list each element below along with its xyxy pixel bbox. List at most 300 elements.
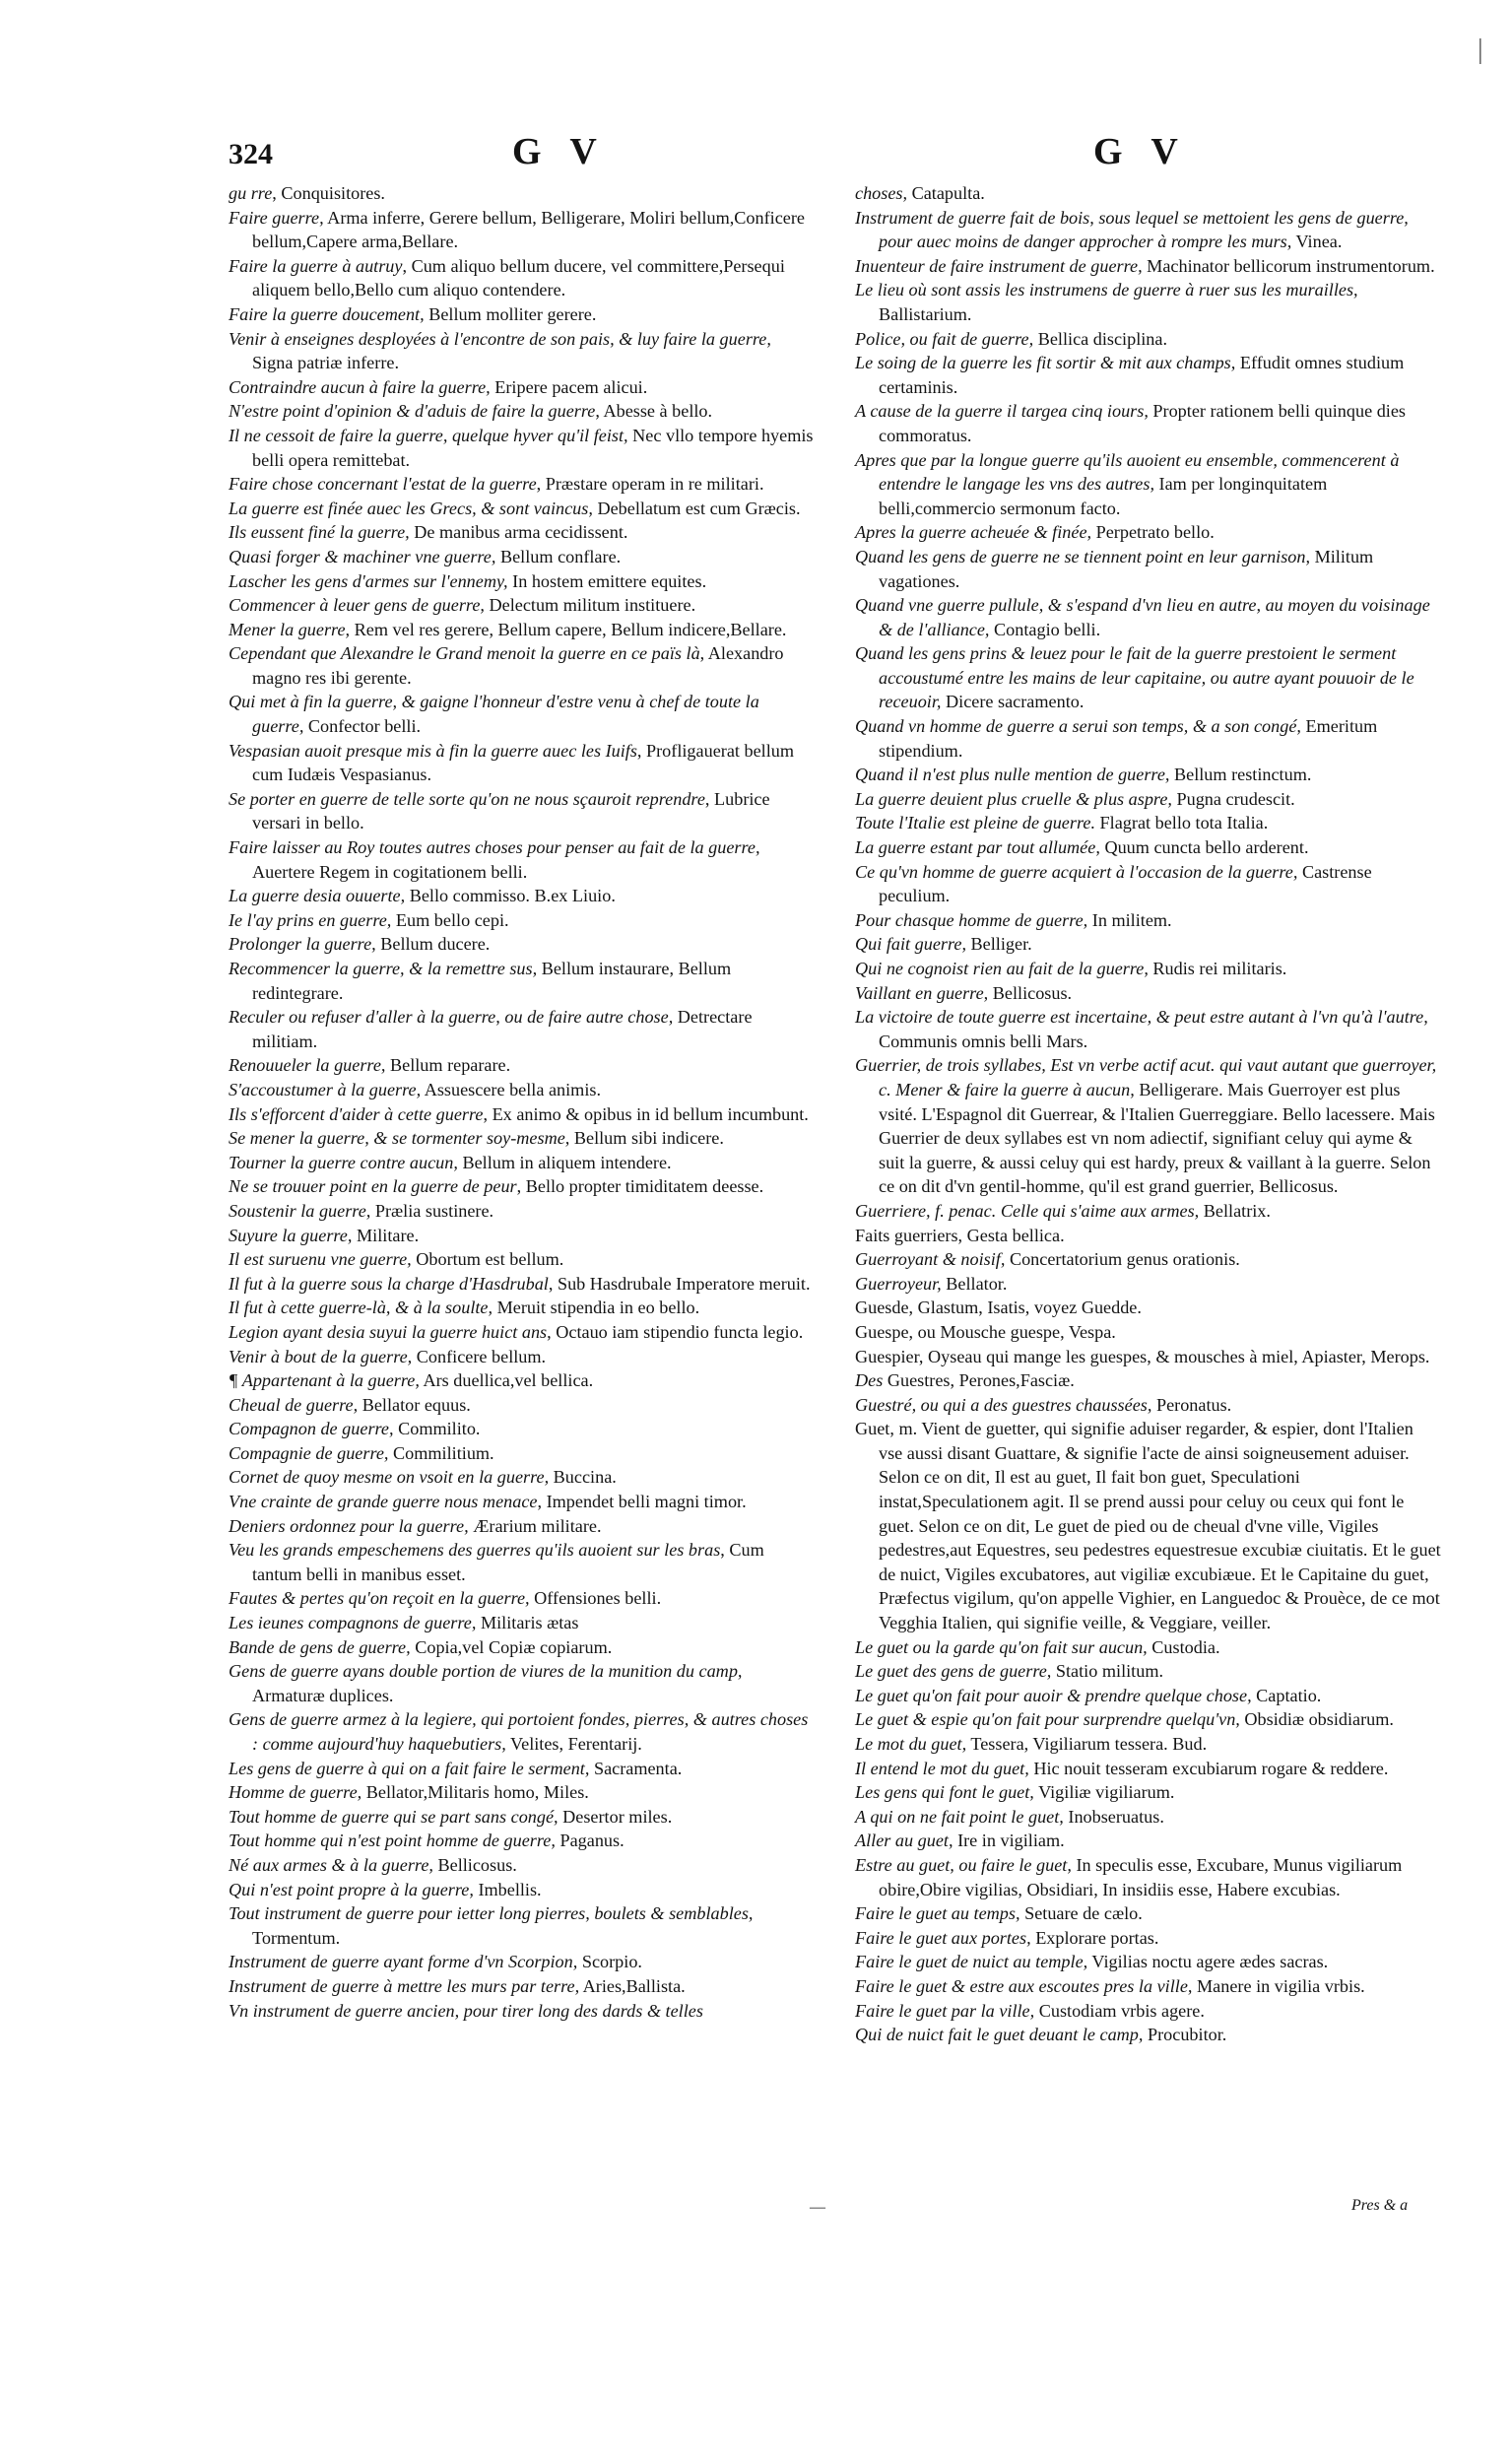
left-entry (229, 1757, 815, 1781)
french-phrase: Gens de guerre armez à la legiere, qui portoient fondes, pierres, & autres choses : comme aujourd'huy haquebutiers, (229, 1709, 809, 1754)
left-entry (229, 1878, 815, 1902)
french-phrase: Mener la guerre, (229, 619, 351, 639)
left-entry (229, 1853, 815, 1878)
french-phrase: Ce qu'vn homme de guerre acquiert à l'occasion de la guerre, (855, 861, 1298, 882)
latin-equivalent: Inobseruatus. (1063, 1806, 1164, 1827)
latin-equivalent: Guestres, Perones,Fasciæ. (883, 1370, 1075, 1391)
left-entry (229, 1901, 815, 1950)
french-phrase: Le guet ou la garde qu'on fait sur aucun, (855, 1636, 1148, 1657)
latin-equivalent: Militum vagationes. (879, 546, 1374, 591)
right-entry (855, 1247, 1441, 1272)
french-phrase: Quand les gens prins & leuez pour le fait de la guerre prestoient le serment accoustumé entre les mains de leur capitaine, ou autre ayant pouuoir de le receuoir, (855, 643, 1414, 712)
latin-equivalent: Buccina. (549, 1467, 617, 1488)
french-phrase: Qui ne cognoist rien au fait de la guerre, (855, 959, 1149, 978)
latin-equivalent: Bellator,Militaris homo, Miles. (362, 1782, 589, 1803)
latin-equivalent: Contagio belli. (989, 619, 1101, 639)
latin-equivalent: Vigiliæ vigiliarum. (1033, 1782, 1175, 1803)
latin-equivalent: Imbellis. (473, 1879, 542, 1899)
left-entry (229, 1345, 815, 1369)
left-entry (229, 1999, 815, 2024)
french-phrase: Quand les gens de guerre ne se tiennent point en leur garnison, (855, 546, 1311, 566)
right-entry (855, 399, 1441, 447)
left-entry (229, 327, 815, 375)
latin-equivalent: Procubitor. (1143, 2025, 1227, 2045)
french-phrase: Vespasian auoit presque mis à fin la guerre auec les Iuifs (229, 740, 637, 761)
right-entry (855, 520, 1441, 545)
right-entry (855, 1659, 1441, 1684)
left-entry (229, 1707, 815, 1756)
left-entry (229, 1659, 815, 1707)
left-entry (229, 739, 815, 787)
latin-equivalent: Guespe, ou Mousche guespe, Vespa. (855, 1321, 1116, 1342)
latin-equivalent: Eripere pacem alicui. (490, 376, 648, 397)
latin-equivalent: Armaturæ duplices. (252, 1685, 394, 1705)
left-entry (229, 424, 815, 472)
latin-equivalent: Rudis rei militaris. (1148, 959, 1287, 978)
left-entry (229, 1151, 815, 1175)
latin-equivalent: Bellum in aliquem intendere. (457, 1152, 672, 1172)
left-entry (229, 1805, 815, 1830)
latin-equivalent: Detrectare militiam. (252, 1007, 753, 1051)
french-phrase: Faire guerre, (229, 207, 324, 228)
right-entry (855, 763, 1441, 787)
french-phrase: Guerroyant & noisif, (855, 1249, 1006, 1270)
left-entry (229, 932, 815, 957)
latin-equivalent: Bellatrix. (1199, 1200, 1271, 1221)
latin-equivalent: Flagrat bello tota Italia. (1095, 813, 1269, 833)
french-phrase: Soustenir la guerre, (229, 1200, 371, 1221)
right-entry (855, 1974, 1441, 1999)
latin-equivalent: , Sub Hasdrubale Imperatore meruit. (548, 1273, 811, 1294)
latin-equivalent: Copia,vel Copiæ copiarum. (410, 1636, 613, 1657)
right-entry (855, 1780, 1441, 1805)
french-phrase: Quasi forger & machiner vne guerre, (229, 546, 496, 566)
latin-equivalent: Guet, m. Vient de guetter, qui signifie aduiser regarder, & espier, dont l'Italien vse aussi disant Guattare, & signifie l'acte de ainsi soigneusement aduiser. Selon ce on dit, Il est au guet, Il fait bon guet, Speculationi instat,Speculationem agit. Il se prend aussi pour celuy ou ceux qui font le guet. Selon ce on dit, Le guet de pied ou de cheual d'vne ville, Vigiles pedestres,aut Equestres, seu pedestres equestresue excubiæ ciuitatis. Et le guet de nuict, Vigiles excubatores, aut vigiliæ excubiæue. Et le Capitaine du guet, Præfectus vigilum, qu'on appelle Vighier, en Languedoc & Prouèce, de ce mot Vegghia Italien, qui signifie veille, & Veggiare, veiller. (855, 1419, 1441, 1633)
latin-equivalent: , Alexandro magno res ibi gerente. (252, 643, 784, 688)
french-phrase: Estre au guet, ou faire le guet, (855, 1854, 1072, 1875)
latin-equivalent: Arma inferre, Gerere bellum, Belligerare, Moliri bellum,Conficere bellum,Capere arma,Bellare. (252, 207, 805, 252)
left-entry (229, 520, 815, 545)
left-entry (229, 1780, 815, 1805)
french-phrase: Reculer ou refuser d'aller à la guerre, ou de faire autre chose, (229, 1007, 674, 1028)
left-entry (229, 181, 815, 206)
latin-equivalent: Manere in vigilia vrbis. (1192, 1975, 1365, 1996)
left-entry (229, 1514, 815, 1539)
latin-equivalent: Machinator bellicorum instrumentorum. (1142, 255, 1435, 276)
latin-equivalent: Setuare de cælo. (1019, 1903, 1143, 1924)
latin-equivalent: Nec vllo tempore hyemis belli opera remittebat. (252, 425, 814, 470)
latin-equivalent: Desertor miles. (558, 1806, 673, 1827)
french-phrase: ¶ Appartenant à la guerre, (229, 1370, 420, 1391)
latin-equivalent: Bellator equus. (358, 1394, 471, 1415)
left-entry (229, 1465, 815, 1490)
latin-equivalent: Bellum instaurare, Bellum redintegrare. (252, 959, 732, 1003)
latin-equivalent: In hostem emittere equites. (507, 570, 707, 591)
french-phrase: A qui on ne fait point le guet, (855, 1806, 1064, 1827)
french-phrase: Faire la guerre doucement, (229, 303, 425, 324)
left-entry (229, 884, 815, 908)
right-entry (855, 787, 1441, 812)
left-entry (229, 1368, 815, 1393)
french-phrase: Suyure la guerre, (229, 1225, 353, 1245)
left-entry (229, 1417, 815, 1441)
latin-equivalent: , Præstare operam in re militari. (536, 474, 764, 495)
left-entry (229, 1490, 815, 1514)
latin-equivalent: Bellum conflare. (495, 546, 622, 566)
french-phrase: Le guet & espie qu'on fait pour surprendre quelqu'vn, (855, 1709, 1240, 1730)
latin-equivalent: Conficere bellum. (412, 1346, 547, 1366)
left-entry (229, 1393, 815, 1418)
right-entry (855, 957, 1441, 981)
latin-equivalent: Bellum ducere. (375, 934, 491, 955)
latin-equivalent: Meruit stipendia in eo bello. (493, 1298, 700, 1318)
french-phrase: Inuenteur de faire instrument de guerre, (855, 255, 1143, 276)
right-entry (855, 1272, 1441, 1297)
french-phrase: Faire le guet par la ville, (855, 2000, 1035, 2021)
left-entry (229, 690, 815, 738)
latin-equivalent: Concertatorium genus orationis. (1005, 1249, 1240, 1270)
french-phrase: Bande de gens de guerre, (229, 1636, 411, 1657)
latin-equivalent: Bellica disciplina. (1033, 328, 1168, 349)
latin-equivalent: Perpetrato bello. (1091, 522, 1215, 543)
french-phrase: Compagnie de guerre, (229, 1442, 389, 1463)
left-entry (229, 206, 815, 254)
french-phrase: Qui met à fin la guerre, & gaigne l'honneur d'estre venu à chef de toute la guerre, (229, 692, 759, 737)
french-phrase: Toute l'Italie est pleine de guerre. (855, 813, 1095, 833)
left-entry (229, 1320, 815, 1345)
latin-equivalent: Custodiam vrbis agere. (1034, 2000, 1205, 2021)
left-entry (229, 1611, 815, 1635)
latin-equivalent: Captatio. (1251, 1685, 1322, 1705)
latin-equivalent: Castrense peculium. (879, 861, 1372, 906)
french-phrase: Vn instrument de guerre ancien, pour tirer long des dards & telles (229, 2000, 703, 2021)
latin-equivalent: Paganus. (555, 1831, 625, 1851)
latin-equivalent: , Abesse à bello. (595, 401, 713, 422)
french-phrase: Aller au guet, (855, 1831, 953, 1851)
french-phrase: Quand vn homme de guerre a serui son temps, & a son congé, (855, 716, 1301, 737)
latin-equivalent: Signa patriæ inferre. (252, 353, 399, 373)
french-phrase: Les gens qui font le guet, (855, 1782, 1034, 1803)
latin-equivalent: Ballistarium. (879, 303, 972, 324)
french-phrase: Compagnon de guerre, (229, 1419, 394, 1439)
latin-equivalent: Bellum sibi indicere. (569, 1128, 724, 1149)
corner-mark: | (1478, 34, 1483, 65)
column-end-rule: — (810, 2199, 825, 2216)
right-entry (855, 1224, 1441, 1248)
french-phrase: Né aux armes & à la guerre, (229, 1854, 433, 1875)
right-entry (855, 641, 1441, 714)
french-phrase: Instrument de guerre fait de bois, sous lequel se mettoient les gens de guerre, pour auec moins de danger approcher à rompre les murs, (855, 207, 1409, 252)
french-phrase: Vne crainte de grande guerre nous menace (229, 1492, 538, 1512)
left-entry (229, 472, 815, 497)
french-phrase: La guerre estant par tout allumée, (855, 837, 1100, 858)
french-phrase: Ie l'ay prins en guerre, (229, 909, 392, 930)
latin-equivalent: , Ex animo & opibus in id bellum incumbunt. (483, 1103, 809, 1124)
right-entry (855, 448, 1441, 521)
latin-equivalent: Hic nouit tesseram excubiarum rogare & reddere. (1028, 1758, 1389, 1778)
french-phrase: Apres la guerre acheuée & finée, (855, 522, 1092, 543)
french-phrase: Qui n'est point propre à la guerre, (229, 1879, 474, 1899)
latin-equivalent: Statio militum. (1051, 1661, 1164, 1682)
latin-equivalent: Ire in vigiliam. (953, 1831, 1065, 1851)
left-entry (229, 1296, 815, 1320)
right-column (855, 181, 1441, 2047)
latin-equivalent: Bellum reparare. (385, 1055, 511, 1076)
french-phrase: Quand vne guerre pullule, & s'espand d'vn lieu en autre, au moyen du voisinage & de l'alliance, (855, 595, 1430, 639)
latin-equivalent: Rem vel res gerere, Bellum capere, Bellum indicere,Bellare. (350, 619, 787, 639)
latin-equivalent: Confector belli. (303, 716, 422, 737)
left-entry (229, 1586, 815, 1611)
right-entry (855, 1853, 1441, 1901)
right-entry (855, 545, 1441, 593)
right-entry (855, 206, 1441, 254)
latin-equivalent: Effudit omnes studium certaminis. (879, 353, 1405, 397)
left-entry (229, 1441, 815, 1466)
right-entry (855, 1368, 1441, 1393)
latin-equivalent: Vinea. (1291, 232, 1343, 252)
latin-equivalent: Bellicosus. (432, 1854, 517, 1875)
french-phrase: Pour chasque homme de guerre, (855, 909, 1088, 930)
left-entry (229, 302, 815, 327)
left-entry (229, 1174, 815, 1199)
french-phrase: Vaillant en guerre, (855, 982, 989, 1003)
latin-equivalent: Propter rationem belli quinque dies commoratus. (879, 401, 1407, 445)
french-phrase: Se porter en guerre de telle sorte qu'on ne nous sçauroit reprendre (229, 788, 705, 809)
french-phrase: Quand il n'est plus nulle mention de guerre, (855, 765, 1170, 785)
french-phrase: Guestré, ou qui a des guestres chaussées, (855, 1394, 1152, 1415)
right-entry (855, 1999, 1441, 2024)
latin-equivalent: Quum cuncta bello arderent. (1099, 837, 1309, 858)
latin-equivalent: , Lubrice versari in bello. (252, 788, 770, 833)
latin-equivalent: Tormentum. (252, 1927, 341, 1948)
french-phrase: Police, ou fait de guerre, (855, 328, 1034, 349)
right-entry (855, 351, 1441, 399)
left-entry (229, 569, 815, 594)
right-entry (855, 1707, 1441, 1732)
french-phrase: Le lieu où sont assis les instrumens de guerre à ruer sus les murailles, (855, 280, 1358, 300)
right-entry (855, 1345, 1441, 1369)
latin-equivalent: In speculis esse, Excubare, Munus vigiliarum obire,Obire vigilias, Obsidiari, In insidiis esse, Habere excubias. (879, 1854, 1403, 1899)
left-entry (229, 399, 815, 424)
left-entry (229, 1950, 815, 1974)
latin-equivalent: Militare. (352, 1225, 420, 1245)
right-entry (855, 1684, 1441, 1708)
right-entry (855, 1393, 1441, 1418)
latin-equivalent: Commilito. (393, 1419, 481, 1439)
latin-equivalent: Bello commisso. B.ex Liuio. (405, 886, 616, 906)
left-entry (229, 375, 815, 400)
french-phrase: Le mot du guet, (855, 1734, 967, 1754)
latin-equivalent: Delectum militum instituere. (484, 595, 696, 616)
left-entry (229, 1078, 815, 1102)
right-entry (855, 1417, 1441, 1634)
latin-equivalent: , Bello propter timiditatem deesse. (516, 1176, 764, 1197)
right-entry (855, 327, 1441, 352)
latin-equivalent: Ars duellica,vel bellica. (419, 1370, 594, 1391)
french-phrase: Gens de guerre ayans double portion de viures de la munition du camp, (229, 1661, 743, 1682)
french-phrase: Contraindre aucun à faire la guerre, (229, 376, 491, 397)
french-phrase: Il est suruenu vne guerre, (229, 1249, 412, 1270)
latin-equivalent: Auertere Regem in cogitationem belli. (252, 861, 528, 882)
left-entry (229, 1005, 815, 1053)
latin-equivalent: Explorare portas. (1030, 1927, 1159, 1948)
right-entry (855, 860, 1441, 908)
latin-equivalent: De manibus arma cecidissent. (409, 522, 628, 543)
french-phrase: N'estre point d'opinion & d'aduis de faire la guerre (229, 401, 596, 422)
french-phrase: Deniers ordonnez pour la guerre, (229, 1515, 469, 1536)
latin-equivalent: Custodia. (1147, 1636, 1220, 1657)
french-phrase: Lascher les gens d'armes sur l'ennemy, (229, 570, 508, 591)
french-phrase: Ils eussent finé la guerre, (229, 522, 410, 543)
french-phrase: Il fut à cette guerre-là, & à la soulte, (229, 1298, 493, 1318)
french-phrase: Prolonger la guerre, (229, 934, 376, 955)
french-phrase: Faire le guet & estre aux escoutes pres la ville, (855, 1975, 1193, 1996)
left-entry (229, 1974, 815, 1999)
french-phrase: Il fut à la guerre sous la charge d'Hasdrubal (229, 1273, 549, 1294)
left-entry (229, 787, 815, 835)
left-entry (229, 1635, 815, 1660)
latin-equivalent: Iam per longinquitatem belli,commercio sermonum facto. (879, 474, 1328, 518)
french-phrase: La guerre est finée auec les Grecs, & sont vaincus, (229, 498, 593, 518)
right-entry (855, 1320, 1441, 1345)
french-phrase: La victoire de toute guerre est incertaine, & peut estre autant à l'vn qu'à l'autre, (855, 1007, 1428, 1028)
right-entry (855, 932, 1441, 957)
left-entry (229, 593, 815, 618)
right-entry (855, 1805, 1441, 1830)
latin-equivalent: Aries,Ballista. (579, 1975, 686, 1996)
french-phrase: Venir à bout de la guerre, (229, 1346, 413, 1366)
french-phrase: Faire laisser au Roy toutes autres choses pour penser au fait de la guerre, (229, 837, 760, 858)
left-entry (229, 254, 815, 302)
french-phrase: Guerrier, de trois syllabes, Est vn verbe actif acut. qui vaut autant que guerroyer, c. Mener & faire la guerre à aucun, (855, 1055, 1437, 1099)
right-entry (855, 1199, 1441, 1224)
latin-equivalent: Prælia sustinere. (370, 1200, 494, 1221)
left-entry (229, 835, 815, 884)
left-entry (229, 1126, 815, 1151)
french-phrase: Il entend le mot du guet, (855, 1758, 1029, 1778)
latin-equivalent: Ærarium militare. (468, 1515, 602, 1536)
latin-equivalent: , Octauo iam stipendio functa legio. (547, 1321, 804, 1342)
latin-equivalent: , Cum tantum belli in manibus esset. (252, 1540, 764, 1584)
right-entry (855, 1757, 1441, 1781)
left-entry (229, 497, 815, 521)
right-entry (855, 1732, 1441, 1757)
latin-equivalent: Bellicosus. (988, 982, 1073, 1003)
french-phrase: Recommencer la guerre, & la remettre sus, (229, 959, 538, 978)
left-entry (229, 1102, 815, 1127)
french-phrase: Tourner la guerre contre aucun, (229, 1152, 458, 1172)
catchword: Pres & a (1351, 2197, 1409, 2214)
right-entry (855, 254, 1441, 279)
latin-equivalent: , Profligauerat bellum cum Iudæis Vespasianus. (252, 740, 795, 785)
latin-equivalent: Eum bello cepi. (391, 909, 509, 930)
french-phrase: S'accoustumer à la guerre, (229, 1079, 422, 1099)
french-phrase: Faire le guet aux portes, (855, 1927, 1031, 1948)
right-entry (855, 1635, 1441, 1660)
latin-equivalent: Emeritum stipendium. (879, 716, 1378, 761)
french-phrase: Veu les grands empeschemens des guerres qu'ils auoient sur les bras (229, 1540, 721, 1561)
right-entry (855, 714, 1441, 763)
right-entry (855, 1296, 1441, 1320)
latin-equivalent: Velites, Ferentarij. (505, 1734, 642, 1754)
left-column (229, 181, 815, 2023)
french-phrase: Tout instrument de guerre pour ietter long pierres, boulets & semblables, (229, 1903, 754, 1924)
french-phrase: Guerroyeur, (855, 1273, 942, 1294)
french-phrase: Commencer à leuer gens de guerre, (229, 595, 485, 616)
latin-equivalent: , Impendet belli magni timor. (537, 1492, 747, 1512)
left-entry (229, 1247, 815, 1272)
french-phrase: Apres que par la longue guerre qu'ils auoient eu ensemble, commencerent à entendre le langage les vns des autres, (855, 449, 1400, 495)
french-phrase: Faire chose concernant l'estat de la guerre (229, 474, 537, 495)
french-phrase: Faire la guerre à autruy (229, 255, 403, 276)
left-entry (229, 1538, 815, 1586)
french-phrase: Venir à enseignes desployées à l'encontre de son pais, & luy faire la guerre, (229, 328, 771, 349)
running-head-right: G V (1093, 131, 1188, 172)
right-entry (855, 1926, 1441, 1951)
right-entry (855, 1901, 1441, 1926)
french-phrase: Cependant que Alexandre le Grand menoit la guerre en ce païs là (229, 643, 700, 664)
french-phrase: Le soing de la guerre les fit sortir & mit aux champs, (855, 353, 1236, 373)
left-entry (229, 1053, 815, 1078)
latin-equivalent: Militaris ætas (476, 1613, 579, 1633)
latin-equivalent: Obsidiæ obsidiarum. (1239, 1709, 1394, 1730)
left-entry (229, 957, 815, 1005)
latin-equivalent: Guespier, Oyseau qui mange les guespes, & mousches à miel, Apiaster, Merops. (855, 1346, 1430, 1366)
latin-equivalent: Belligerare. Mais Guerroyer est plus vsité. L'Espagnol dit Guerrear, & l'Italien Guerreggiare. Bello lacessere. Mais Guerrier de deux syllabes est vn nom adiectif, signifiant celuy qui ayme & suit la guerre, & aussi celuy qui est hardy, preux & vaillant à la guerre. Selon ce on dit d'vn gentil-homme, qu'il est grand guerrier, Bellicosus. (879, 1079, 1435, 1197)
french-phrase: Cornet de quoy mesme on vsoit en la guerre, (229, 1467, 550, 1488)
left-entry (229, 908, 815, 933)
french-phrase: Les gens de guerre à qui on a fait faire le serment, (229, 1758, 590, 1778)
french-phrase: Les ieunes compagnons de guerre, (229, 1613, 477, 1633)
right-entry (855, 1950, 1441, 1974)
latin-equivalent: Tessera, Vigiliarum tessera. Bud. (966, 1734, 1208, 1754)
french-phrase: La guerre deuient plus cruelle & plus aspre, (855, 788, 1172, 809)
right-entry (855, 181, 1441, 206)
left-entry (229, 1272, 815, 1297)
latin-equivalent: , Conquisitores. (272, 183, 385, 203)
left-entry (229, 545, 815, 569)
french-phrase: Se mener la guerre, & se tormenter soy-mesme, (229, 1128, 570, 1149)
latin-equivalent: Guesde, Glastum, Isatis, voyez Guedde. (855, 1298, 1142, 1318)
french-phrase: Cheual de guerre, (229, 1394, 359, 1415)
french-phrase: Faire le guet de nuict au temple, (855, 1952, 1088, 1972)
right-entry (855, 1829, 1441, 1853)
right-entry (855, 981, 1441, 1006)
french-phrase: Instrument de guerre à mettre les murs par terre, (229, 1975, 580, 1996)
latin-equivalent: Pugna crudescit. (1171, 788, 1295, 809)
left-entry (229, 618, 815, 642)
french-phrase: Qui fait guerre, (855, 934, 966, 955)
left-entry (229, 1199, 815, 1224)
french-phrase: Ne se trouuer point en la guerre de peur (229, 1176, 517, 1197)
latin-equivalent: Belliger. (966, 934, 1032, 955)
left-entry (229, 1829, 815, 1853)
latin-equivalent: Bellator. (941, 1273, 1008, 1294)
french-phrase: Guerriere, f. penac. Celle qui s'aime aux armes, (855, 1200, 1200, 1221)
page-number: 324 (229, 138, 273, 170)
running-head-left: G V (512, 131, 607, 172)
latin-equivalent: Sacramenta. (589, 1758, 683, 1778)
latin-equivalent: Offensiones belli. (529, 1588, 662, 1609)
right-entry (855, 811, 1441, 835)
right-entry (855, 593, 1441, 641)
latin-equivalent: Vigilias noctu agere ædes sacras. (1087, 1952, 1329, 1972)
french-phrase: Homme de guerre, (229, 1782, 362, 1803)
french-phrase: Faire le guet au temps, (855, 1903, 1020, 1924)
right-entry (855, 2023, 1441, 2047)
latin-equivalent: Peronatus. (1151, 1394, 1232, 1415)
latin-equivalent: Commilitium. (388, 1442, 494, 1463)
